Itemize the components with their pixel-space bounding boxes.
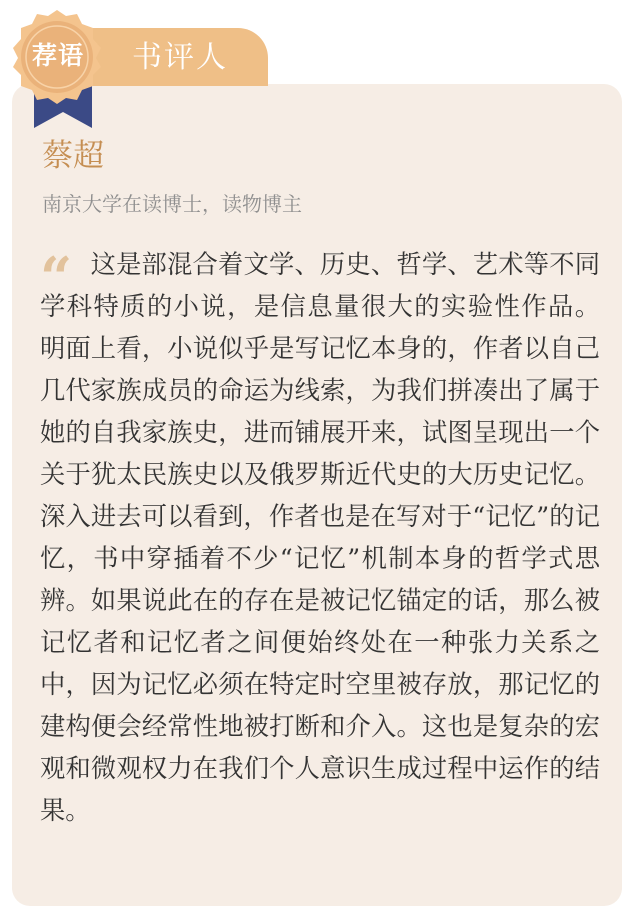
medal-label: 荐语 bbox=[31, 41, 84, 70]
reviewer-intro: 南京大学在读博士，读物博主 bbox=[42, 192, 302, 216]
quote-open-icon: “ bbox=[40, 245, 73, 311]
review-text: 这是部混合着文学、历史、哲学、艺术等不同学科特质的小说，是信息量很大的实验性作品。 明面上看，小说似乎是写记忆本身的，作者以自己几代家族成员的命运为线索，为我们拼凑出了属于她的自我家族史，进而铺展开来，试图呈现出一个关于犹太民族史以及俄罗斯近代史的大历史记忆。深入进去可以看到，作者也是在写对于“记忆”的记忆，书中穿插着不少“记忆”机制本身的哲学式思辨。如果说此在的存在是被记忆锚定的话，那么被记忆者和记忆者之间便始终处在一种张力关系之中，因为记忆必须在特定时空里被存放，那记忆的建构便会经常性地被打断和介入。这也是复杂的宏观和微观权力在我们个人意识生成过程中运作的结果。 bbox=[40, 250, 600, 825]
reviewer-name: 蔡超 bbox=[42, 138, 104, 174]
tab-label: 书评人 bbox=[132, 40, 228, 75]
